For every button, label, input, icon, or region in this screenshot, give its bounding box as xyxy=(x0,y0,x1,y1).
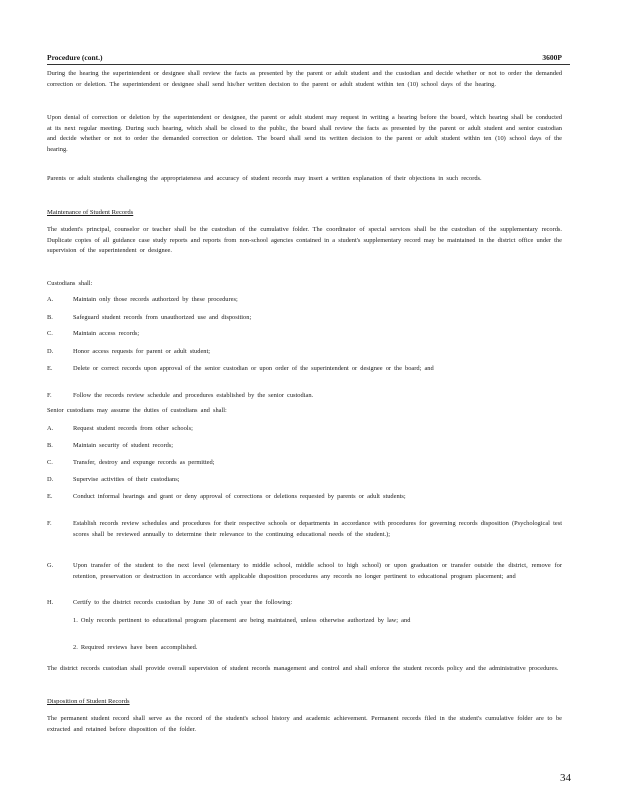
list-item-label: H. xyxy=(47,599,54,606)
list-item-label: F. xyxy=(47,392,52,399)
list-item-text: Maintain access records; xyxy=(73,330,140,337)
procedure-title: Procedure (cont.) xyxy=(47,53,103,62)
sub-list-item: 1. Only records pertinent to educational program placement are being maintained, unless otherwise authorized by law; and xyxy=(73,617,411,624)
list-item-label: G. xyxy=(47,562,54,569)
list-item-label: C. xyxy=(47,330,53,337)
list-item-label: E. xyxy=(47,493,53,500)
list-item-text: Safeguard student records from unauthorized use and disposition; xyxy=(73,314,252,321)
list-item-text: Delete or correct records upon approval of the senior custodian or upon order of the superintendent or designee or the board; and xyxy=(73,365,434,372)
paragraph-custodian-roles: The student's principal, counselor or teacher shall be the custodian of the cumulative folder. The coordinator of special services shall be the custodian of the supplementary records. Duplicate copies of all guidance case study reports and reports from non-school agencies contained in a student's supplementary record may be maintained in the district office under the supervision of the superintendent or designee. xyxy=(47,226,562,254)
list-item-text: Transfer, destroy and expunge records as permitted; xyxy=(73,459,215,466)
paragraph-board-hearing: Upon denial of correction or deletion by the superintendent or designee, the parent or adult student may request in writing a hearing before the board, which hearing shall be conducted at its next regular meeting. During such hearing, which shall be closed to the public, the board shall review the facts as presented by the parent or adult student and senior custodian and decide whether or not to order the demanded correction or deletion. The board shall send its written decision to the parent or adult student within ten (10) school days of the hearing. xyxy=(47,114,562,153)
paragraph-hearing-decision: During the hearing the superintendent or designee shall review the facts as presented by the parent or adult student and the custodian and decide whether or not to order the demanded correction or deletion. The superintendent or designee shall send his/her written decision to the parent or adult student within ten (10) school days of the hearing. xyxy=(47,70,562,88)
list-item-label: A. xyxy=(47,425,54,432)
list-item-label: B. xyxy=(47,442,53,449)
list-item-text: Follow the records review schedule and procedures established by the senior custodian. xyxy=(73,392,314,399)
page-header xyxy=(47,52,570,65)
list-item-label: D. xyxy=(47,348,54,355)
section-heading-disposition: Disposition of Student Records xyxy=(47,698,130,705)
sub-list-item: 2. Required reviews have been accomplished. xyxy=(73,644,198,651)
paragraph-permanent-record: The permanent student record shall serve as the record of the student's school history and academic achievement. Permanent records filed in the student's cumulative folder are to be extracted and retained before disposition of the folder. xyxy=(47,715,562,733)
list-item-text: Maintain only those records authorized by these procedures; xyxy=(73,296,238,303)
list-item-label: A. xyxy=(47,296,54,303)
section-heading-maintenance: Maintenance of Student Records xyxy=(47,209,134,216)
list-item-text: Honor access requests for parent or adult student; xyxy=(73,348,211,355)
list-item-text: Certify to the district records custodian by June 30 of each year the following: xyxy=(73,599,293,606)
list-item-label: C. xyxy=(47,459,53,466)
senior-custodians-intro: Senior custodians may assume the duties of custodians and shall: xyxy=(47,407,227,414)
policy-code: 3600P xyxy=(542,53,562,62)
list-item-label: B. xyxy=(47,314,53,321)
paragraph-district-custodian: The district records custodian shall provide overall supervision of student records management and control and shall enforce the student records policy and the administrative procedures. xyxy=(47,665,559,672)
page-number: 34 xyxy=(560,772,571,784)
list-item-text: Upon transfer of the student to the next level (elementary to middle school, middle school to high school) or upon graduation or transfer outside the district, remove for retention, preservation or destruction in accordance with applicable disposition procedures any records no longer pertinent to educational program placement; and xyxy=(73,562,562,580)
paragraph-parent-objection: Parents or adult students challenging the appropriateness and accuracy of student records may insert a written explanation of their objections in such records. xyxy=(47,175,482,182)
list-item-text: Supervise activities of their custodians; xyxy=(73,476,180,483)
list-item-label: F. xyxy=(47,520,52,527)
custodians-shall-label: Custodians shall: xyxy=(47,280,93,287)
list-item-text: Maintain security of student records; xyxy=(73,442,174,449)
list-item-label: D. xyxy=(47,476,54,483)
list-item-text: Conduct informal hearings and grant or deny approval of corrections or deletions requested by parents or adult students; xyxy=(73,493,406,500)
list-item-text: Request student records from other schools; xyxy=(73,425,193,432)
list-item-label: E. xyxy=(47,365,53,372)
list-item-text: Establish records review schedules and procedures for their respective schools or departments in accordance with procedures for governing records disposition (Psychological test scores shall be reviewed annually to determine their relevance to the continuing educational needs of the student.); xyxy=(73,520,562,538)
